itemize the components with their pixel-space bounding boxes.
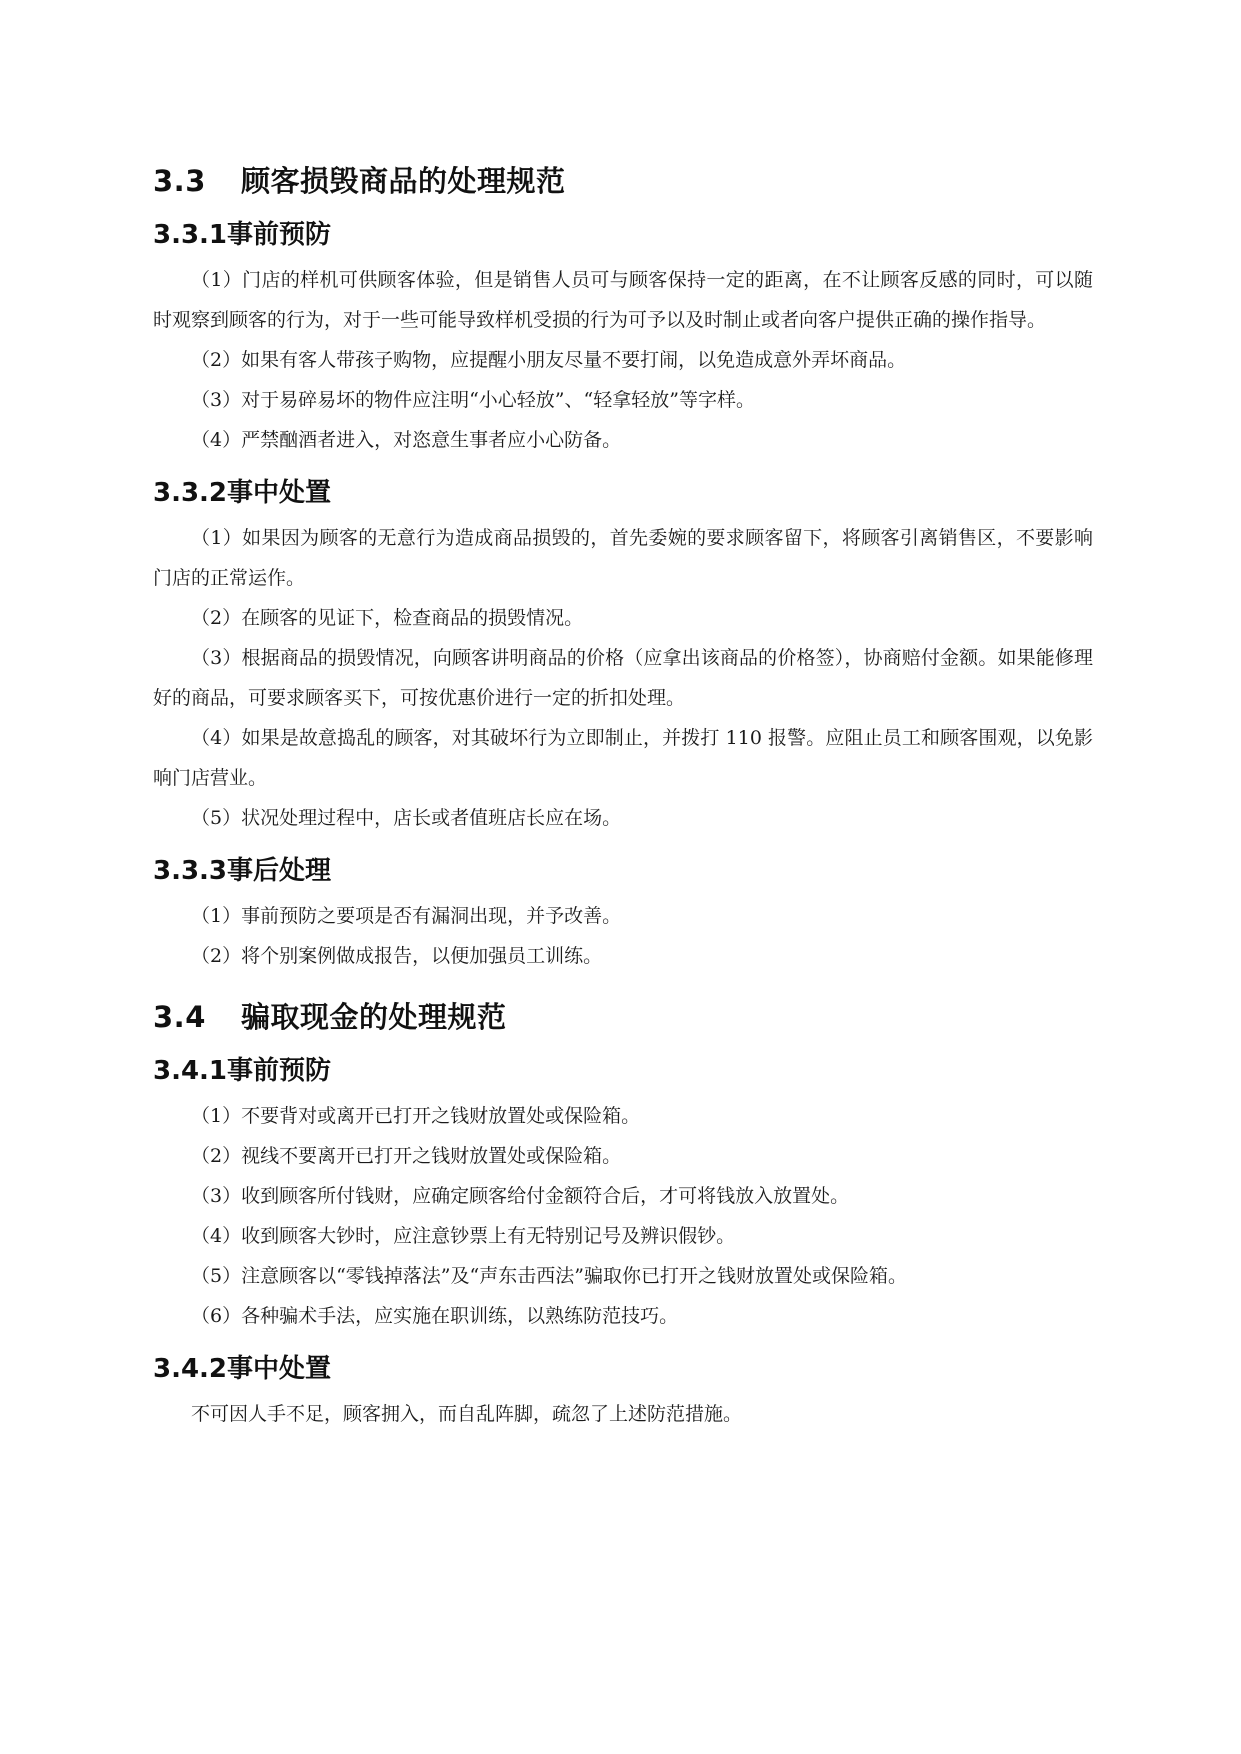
subsection-heading: 3.4.2事中处置 <box>153 1354 332 1384</box>
section-heading <box>153 996 1093 1038</box>
section-number: 3.4 <box>153 1000 206 1034</box>
paragraph: （4）如果是故意捣乱的顾客，对其破坏行为立即制止，并拨打 110 报警。应阻止员工和顾客围观，以免影响门店营业。 <box>153 727 1093 789</box>
subsection-heading: 3.3.1事前预防 <box>153 220 332 250</box>
section-title: 骗取现金的处理规范 <box>241 1000 507 1034</box>
paragraph: （4）收到顾客大钞时，应注意钞票上有无特别记号及辨识假钞。 <box>191 1225 736 1247</box>
section-title: 顾客损毁商品的处理规范 <box>241 164 566 198</box>
paragraph: （3）根据商品的损毁情况，向顾客讲明商品的价格（应拿出该商品的价格签），协商赔付金额。如果能修理好的商品，可要求顾客买下，可按优惠价进行一定的折扣处理。 <box>153 647 1093 709</box>
paragraph: （4）严禁酗酒者进入，对恣意生事者应小心防备。 <box>191 429 622 451</box>
paragraph: （2）在顾客的见证下，检查商品的损毁情况。 <box>191 607 584 629</box>
section-heading <box>153 160 1093 202</box>
paragraph: （1）如果因为顾客的无意行为造成商品损毁的，首先委婉的要求顾客留下，将顾客引离销售区，不要影响门店的正常运作。 <box>153 527 1093 589</box>
subsection-heading: 3.3.2事中处置 <box>153 478 332 508</box>
paragraph: （5）状况处理过程中，店长或者值班店长应在场。 <box>191 807 622 829</box>
subsection-heading: 3.4.1事前预防 <box>153 1056 332 1086</box>
paragraph: （3）对于易碎易坏的物件应注明“小心轻放”、“轻拿轻放”等字样。 <box>191 389 755 411</box>
section-number: 3.3 <box>153 164 206 198</box>
paragraph: （2）如果有客人带孩子购物，应提醒小朋友尽量不要打闹，以免造成意外弄坏商品。 <box>191 349 907 371</box>
paragraph: （5）注意顾客以“零钱掉落法”及“声东击西法”骗取你已打开之钱财放置处或保险箱。 <box>191 1265 907 1287</box>
paragraph: （3）收到顾客所付钱财，应确定顾客给付金额符合后，才可将钱放入放置处。 <box>191 1185 850 1207</box>
paragraph: （1）不要背对或离开已打开之钱财放置处或保险箱。 <box>191 1105 641 1127</box>
paragraph: （1）事前预防之要项是否有漏洞出现，并予改善。 <box>191 905 622 927</box>
paragraph: （2）视线不要离开已打开之钱财放置处或保险箱。 <box>191 1145 622 1167</box>
paragraph: （6）各种骗术手法，应实施在职训练，以熟练防范技巧。 <box>191 1305 679 1327</box>
paragraph: 不可因人手不足，顾客拥入，而自乱阵脚，疏忽了上述防范措施。 <box>191 1403 743 1425</box>
document-body <box>153 160 1093 1434</box>
subsection-heading: 3.3.3事后处理 <box>153 856 332 886</box>
paragraph: （1）门店的样机可供顾客体验，但是销售人员可与顾客保持一定的距离，在不让顾客反感的同时，可以随时观察到顾客的行为，对于一些可能导致样机受损的行为可予以及时制止或者向客户提供正确的操作指导。 <box>153 269 1093 331</box>
paragraph: （2）将个别案例做成报告，以便加强员工训练。 <box>191 945 603 967</box>
